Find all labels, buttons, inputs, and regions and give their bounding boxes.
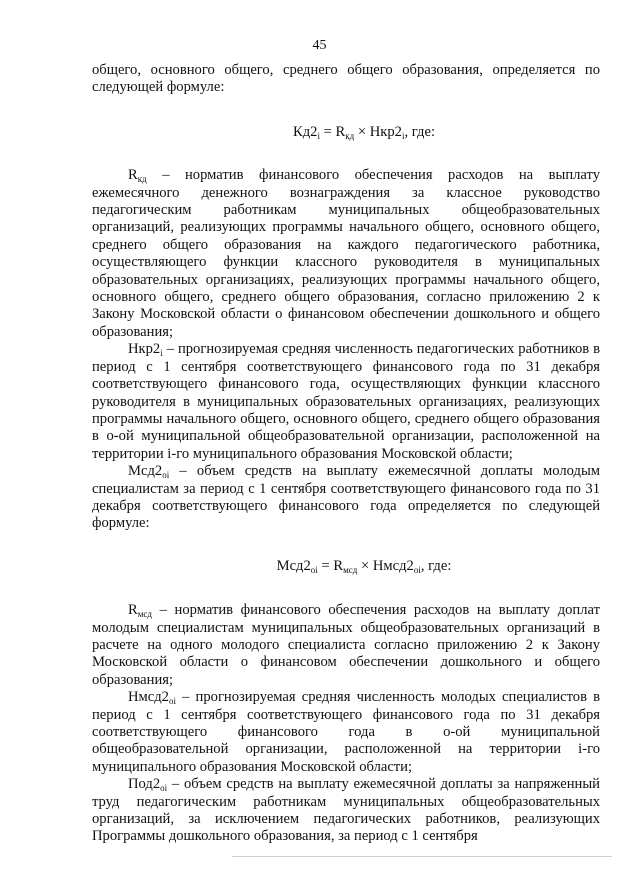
definition-nkr2-symbol: Нкр2 bbox=[128, 341, 161, 358]
formula-kd2-times: × Нкр2 bbox=[354, 123, 402, 140]
definition-pod2-text: – объем средств на выплату ежемесячной доплаты за напряженный труд педагогическим работникам муниципальных общеобразовательных организаций, за исключением педагогических работников, реализующих Программы дошкольного образования, за период с 1 сентября bbox=[92, 776, 600, 845]
definition-nmsd2-sub: oi bbox=[168, 696, 176, 707]
definition-r-kd bbox=[92, 167, 600, 341]
formula-msd2-eq: = R bbox=[317, 557, 344, 574]
definition-nkr2-text: – прогнозируемая средняя численность педагогических работников в период с 1 сентября соответствующего финансового года по 31 декабря соответствующего финансового года, осуществляющих функции классного руководителя в муниципальных образовательных организациях, реализующих программы начального общего, основного общего, среднего общего образования в о-ой муниципальной общеобразовательной организации, расположенной на территории i-го муниципального образования Московской области; bbox=[92, 341, 600, 462]
definition-nmsd2-text: – прогнозируемая средняя численность молодых специалистов в период с 1 сентября соответствующего финансового года по 31 декабря соответствующего финансового года в о-ой муниципальной общеобразовательной организации, расположенной на территории i-го муниципального образования Московской области; bbox=[92, 689, 600, 775]
definition-msd2 bbox=[92, 463, 600, 533]
formula-msd2-lhs-sub: oi bbox=[310, 564, 318, 575]
definition-r-kd-symbol: R bbox=[128, 167, 138, 184]
formula-kd2-eq: = R bbox=[319, 123, 346, 140]
definition-pod2-sub: oi bbox=[160, 783, 168, 794]
formula-msd2-r-sub: мсд bbox=[343, 564, 358, 575]
formula-kd2-r-sub: кд bbox=[345, 130, 355, 141]
definition-nmsd2 bbox=[92, 689, 600, 776]
definition-r-kd-text: – норматив финансового обеспечения расходов на выплату ежемесячного денежного вознаграждения за классное руководство педагогическим работникам муниципальных общеобразовательных организаций, реализующих программы начального общего, основного общего, среднего общего образования на каждого педагогического работника, осуществляющего функции классного руководителя в муниципальных образовательных организациях, реализующих программы начального общего, основного общего, среднего общего образования, согласно приложению 2 к Закону Московской области о финансовом обеспечении дошкольного и общего образования; bbox=[92, 167, 600, 340]
definition-nmsd2-symbol: Нмсд2 bbox=[128, 689, 169, 706]
definition-r-kd-sub: кд bbox=[137, 174, 147, 185]
formula-kd2-rhs-sub: i bbox=[401, 130, 405, 141]
formula-msd2-times: × Нмсд2 bbox=[357, 557, 414, 574]
formula-kd2 bbox=[92, 124, 600, 141]
formula-msd2-rhs-sub: oi bbox=[413, 564, 421, 575]
formula-kd2-tail: , где: bbox=[404, 123, 435, 140]
definition-r-msd-symbol: R bbox=[128, 602, 138, 619]
document-body bbox=[92, 62, 600, 846]
definition-r-msd-text: – норматив финансового обеспечения расходов на выплату доплат молодым специалистам муниципальных общеобразовательных организаций в расчете на одного молодого специалиста согласно приложению 2 к Закону Московской области о финансовом обеспечении дошкольного и общего образования; bbox=[92, 602, 600, 688]
formula-msd2 bbox=[92, 558, 600, 575]
paragraph-intro: общего, основного общего, среднего общего образования, определяется по следующей формуле: bbox=[92, 62, 600, 96]
definition-msd2-symbol: Мсд2 bbox=[128, 463, 163, 480]
definition-r-msd bbox=[92, 602, 600, 689]
definition-msd2-sub: oi bbox=[162, 470, 170, 481]
definition-r-msd-sub: мсд bbox=[137, 609, 153, 620]
definition-msd2-text: – объем средств на выплату ежемесячной доплаты молодым специалистам за период с 1 сентября соответствующего финансового года по 31 декабря соответствующего финансового года определяется по следующей формуле: bbox=[92, 463, 600, 532]
definition-nkr2 bbox=[92, 341, 600, 463]
formula-msd2-tail: , где: bbox=[420, 557, 452, 574]
scan-edge-line bbox=[232, 856, 612, 857]
definition-pod2 bbox=[92, 776, 600, 846]
page-number: 45 bbox=[312, 38, 327, 53]
formula-kd2-lhs-sub: i bbox=[317, 130, 320, 141]
formula-kd2-lhs: Кд2 bbox=[293, 123, 318, 140]
definition-nkr2-sub: i bbox=[160, 348, 163, 359]
definition-pod2-symbol: Под2 bbox=[128, 776, 161, 793]
formula-msd2-lhs: Мсд2 bbox=[276, 557, 311, 574]
